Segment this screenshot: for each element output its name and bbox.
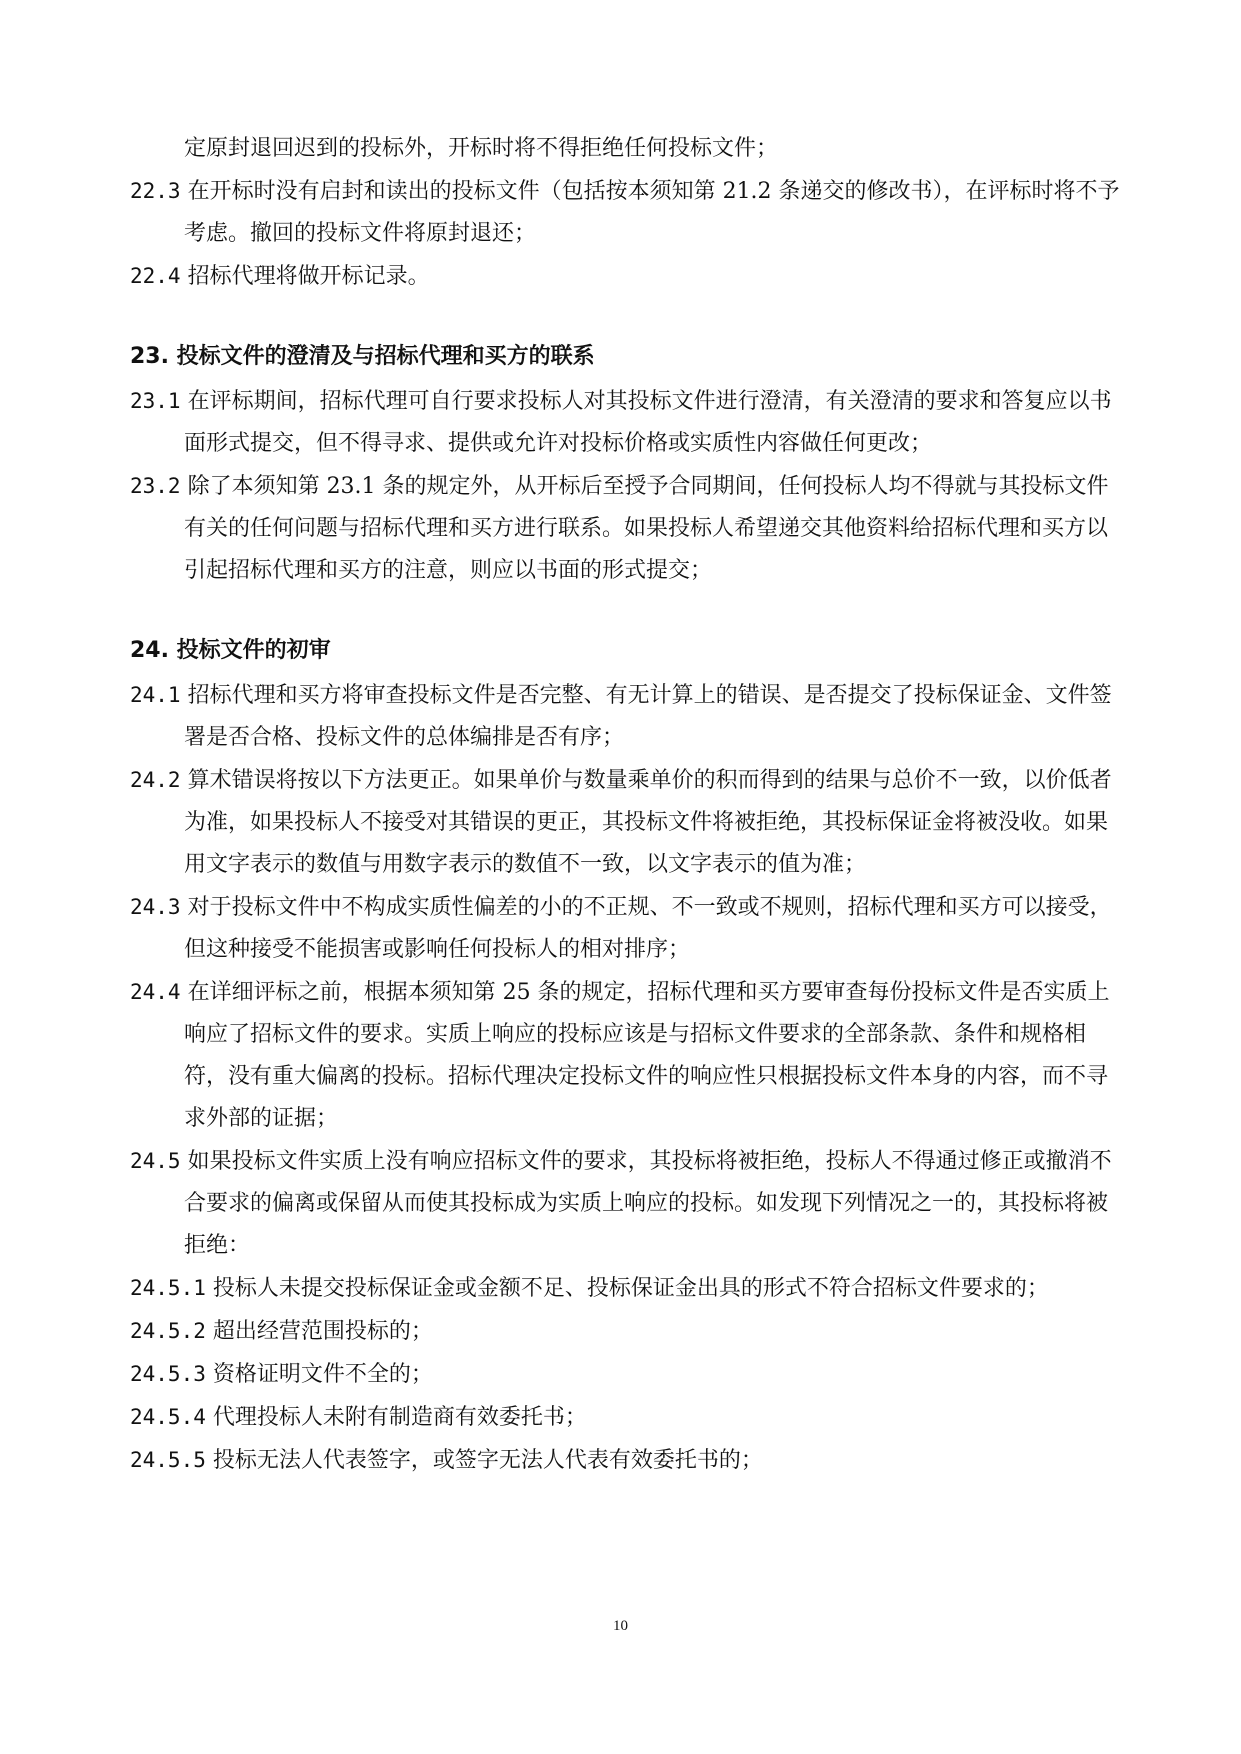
clause-number: 24.5.5 <box>130 1448 206 1472</box>
section-heading: 24. 投标文件的初审 <box>130 638 331 663</box>
document-body <box>130 128 1120 1482</box>
clause-number: 23.2 <box>130 474 181 498</box>
clause-text: 在详细评标之前，根据本须知第 25 条的规定，招标代理和买方要审查每份投标文件是否实质上响应了招标文件的要求。实质上响应的投标应该是与招标文件要求的全部条款、条件和规格相符，没有重大偏离的投标。招标代理决定投标文件的响应性只根据投标文件本身的内容，而不寻求外部的证据； <box>180 980 1110 1131</box>
clause-text: 投标人未提交投标保证金或金额不足、投标保证金出具的形式不符合招标文件要求的； <box>205 1276 1049 1301</box>
section-heading: 23. 投标文件的澄清及与招标代理和买方的联系 <box>130 344 595 369</box>
clause-number: 24.4 <box>130 980 181 1004</box>
clause <box>130 255 1120 298</box>
clause-text: 在开标时没有启封和读出的投标文件（包括按本须知第 21.2 条递交的修改书），在评标时将不予考虑。撤回的投标文件将原封退还； <box>180 179 1120 246</box>
clause-text: 除了本须知第 23.1 条的规定外，从开标后至授予合同期间，任何投标人均不得就与其投标文件有关的任何问题与招标代理和买方进行联系。如果投标人希望递交其他资料给招标代理和买方以引起招标代理和买方的注意，则应以书面的形式提交； <box>180 474 1109 583</box>
page-number: 10 <box>613 1618 628 1634</box>
clause-number: 22.4 <box>130 264 181 288</box>
clause-number: 24.5.2 <box>130 1319 206 1343</box>
clause <box>130 465 1120 592</box>
clause-text: 如果投标文件实质上没有响应招标文件的要求，其投标将被拒绝，投标人不得通过修正或撤消不合要求的偏离或保留从而使其投标成为实质上响应的投标。如发现下列情况之一的，其投标将被拒绝： <box>180 1149 1112 1258</box>
clause <box>130 759 1120 886</box>
sub-clause <box>130 1396 1120 1439</box>
sub-clause <box>130 1267 1120 1310</box>
clause <box>130 674 1120 759</box>
clause-number: 23.1 <box>130 389 181 413</box>
sub-clause <box>130 1310 1120 1353</box>
clause-text: 定原封退回迟到的投标外，开标时将不得拒绝任何投标文件； <box>184 136 779 161</box>
clause-text: 对于投标文件中不构成实质性偏差的小的不正规、不一致或不规则，招标代理和买方可以接受，但这种接受不能损害或影响任何投标人的相对排序； <box>180 895 1112 962</box>
clause-text: 投标无法人代表签字，或签字无法人代表有效委托书的； <box>205 1448 763 1473</box>
clause-number: 24.5.1 <box>130 1276 206 1300</box>
clause-number: 24.1 <box>130 683 181 707</box>
clause <box>130 1140 1120 1267</box>
clause-number: 24.5.4 <box>130 1405 206 1429</box>
clause-number: 24.3 <box>130 895 181 919</box>
sub-clause <box>130 1353 1120 1396</box>
clause-number: 24.5 <box>130 1149 181 1173</box>
clause-text: 资格证明文件不全的； <box>205 1362 433 1387</box>
clause-number: 22.3 <box>130 179 181 203</box>
clause-text: 算术错误将按以下方法更正。如果单价与数量乘单价的积而得到的结果与总价不一致，以价低者为准，如果投标人不接受对其错误的更正，其投标文件将被拒绝，其投标保证金将被没收。如果用文字表示的数值与用数字表示的数值不一致，以文字表示的值为准； <box>180 768 1112 877</box>
clause-number: 24.5.3 <box>130 1362 206 1386</box>
clause-number: 24.2 <box>130 768 181 792</box>
clause <box>130 380 1120 465</box>
clause-text: 超出经营范围投标的； <box>205 1319 433 1344</box>
clause-continuation <box>130 128 1120 170</box>
clause <box>130 170 1120 255</box>
clause-text: 在评标期间，招标代理可自行要求投标人对其投标文件进行澄清，有关澄清的要求和答复应以书面形式提交，但不得寻求、提供或允许对投标价格或实质性内容做任何更改； <box>180 389 1112 456</box>
sub-clause <box>130 1439 1120 1482</box>
clause-text: 代理投标人未附有制造商有效委托书； <box>205 1405 587 1430</box>
clause <box>130 971 1120 1140</box>
clause <box>130 886 1120 971</box>
clause-text: 招标代理将做开标记录。 <box>180 264 430 289</box>
clause-text: 招标代理和买方将审查投标文件是否完整、有无计算上的错误、是否提交了投标保证金、文件签署是否合格、投标文件的总体编排是否有序； <box>180 683 1112 750</box>
